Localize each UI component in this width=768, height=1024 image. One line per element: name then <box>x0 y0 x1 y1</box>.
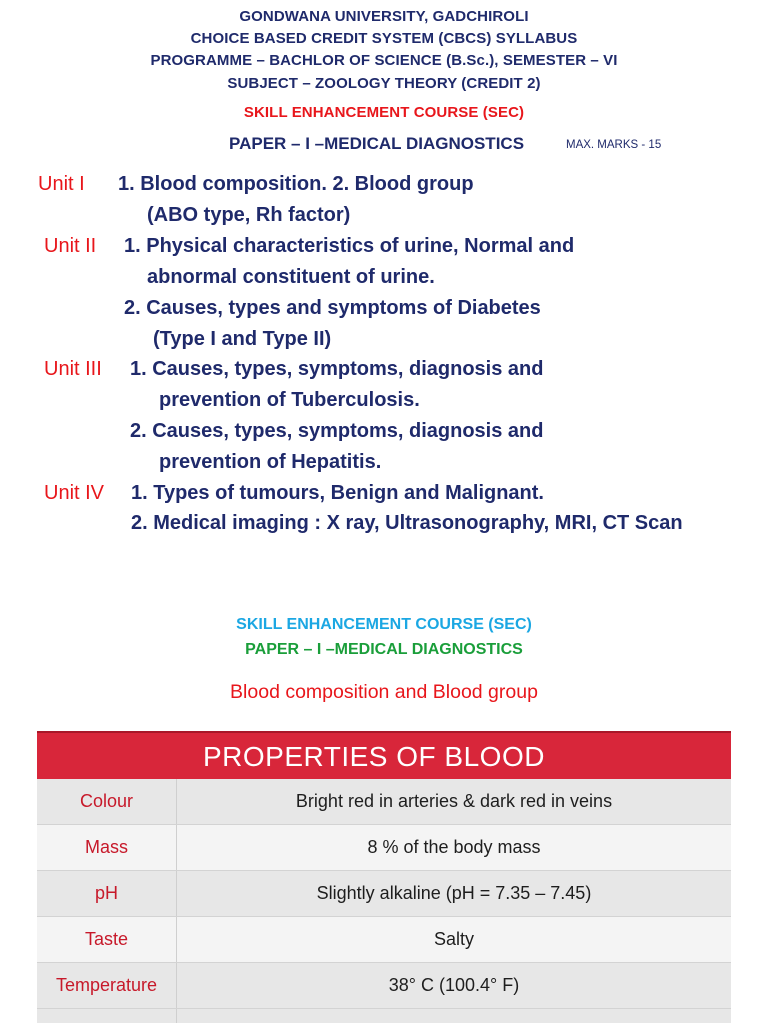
unit-label-3: Unit III <box>44 358 102 380</box>
table-row <box>37 825 731 871</box>
section2-course: SKILL ENHANCEMENT COURSE (SEC) <box>236 616 532 633</box>
unit-label-1: Unit I <box>38 173 85 195</box>
property-cell: Temperature <box>37 963 177 1008</box>
unit-3-line-4: prevention of Hepatitis. <box>159 451 382 473</box>
table-row <box>37 917 731 963</box>
paper-title: PAPER – I –MEDICAL DIAGNOSTICS <box>229 134 525 153</box>
property-cell: pH <box>37 871 177 916</box>
unit-3-line-3: 2. Causes, types, symptoms, diagnosis and <box>130 420 544 442</box>
value-cell: Bright red in arteries & dark red in veins <box>177 779 731 824</box>
max-marks: MAX. MARKS - 15 <box>566 139 662 151</box>
unit-label-2: Unit II <box>44 235 97 257</box>
property-cell: Taste <box>37 917 177 962</box>
course-title: SKILL ENHANCEMENT COURSE (SEC) <box>243 104 525 121</box>
property-cell-partial <box>37 1009 177 1023</box>
table-row <box>37 963 731 1009</box>
unit-3-line-2: prevention of Tuberculosis. <box>159 389 420 411</box>
property-cell: Mass <box>37 825 177 870</box>
unit-4-line-2: 2. Medical imaging : X ray, Ultrasonography, MRI, CT Scan <box>131 512 683 534</box>
unit-2-line-4: (Type I and Type II) <box>153 328 332 350</box>
unit-2-line-2: abnormal constituent of urine. <box>147 266 435 288</box>
table-row <box>37 871 731 917</box>
unit-1-line-1: 1. Blood composition. 2. Blood group <box>118 173 474 195</box>
section2-paper: PAPER – I –MEDICAL DIAGNOSTICS <box>245 641 523 658</box>
programme-line: PROGRAMME – BACHLOR OF SCIENCE (B.Sc.), SEMESTER – VI <box>150 52 618 69</box>
unit-label-4: Unit IV <box>44 482 105 504</box>
table-body <box>37 779 731 1023</box>
subject-line: SUBJECT – ZOOLOGY THEORY (CREDIT 2) <box>227 75 541 92</box>
unit-2-line-3: 2. Causes, types and symptoms of Diabetes <box>124 297 541 319</box>
property-cell: Colour <box>37 779 177 824</box>
properties-of-blood-table <box>37 731 731 1023</box>
syllabus-title: CHOICE BASED CREDIT SYSTEM (CBCS) SYLLABUS <box>190 30 578 47</box>
unit-3-line-1: 1. Causes, types, symptoms, diagnosis and <box>130 358 544 380</box>
unit-2-line-1: 1. Physical characteristics of urine, Normal and <box>124 235 575 257</box>
section2-title: Blood composition and Blood group <box>230 681 538 703</box>
unit-4-line-1: 1. Types of tumours, Benign and Malignant. <box>131 482 544 504</box>
value-cell: Slightly alkaline (pH = 7.35 – 7.45) <box>177 871 731 916</box>
table-row <box>37 779 731 825</box>
value-cell: 8 % of the body mass <box>177 825 731 870</box>
value-cell-partial <box>177 1009 731 1023</box>
unit-1-line-2: (ABO type, Rh factor) <box>147 204 351 226</box>
university-name: GONDWANA UNIVERSITY, GADCHIROLI <box>239 8 529 25</box>
value-cell: Salty <box>177 917 731 962</box>
value-cell: 38° C (100.4° F) <box>177 963 731 1008</box>
table-row-partial <box>37 1009 731 1023</box>
table-title: PROPERTIES OF BLOOD <box>37 731 731 779</box>
